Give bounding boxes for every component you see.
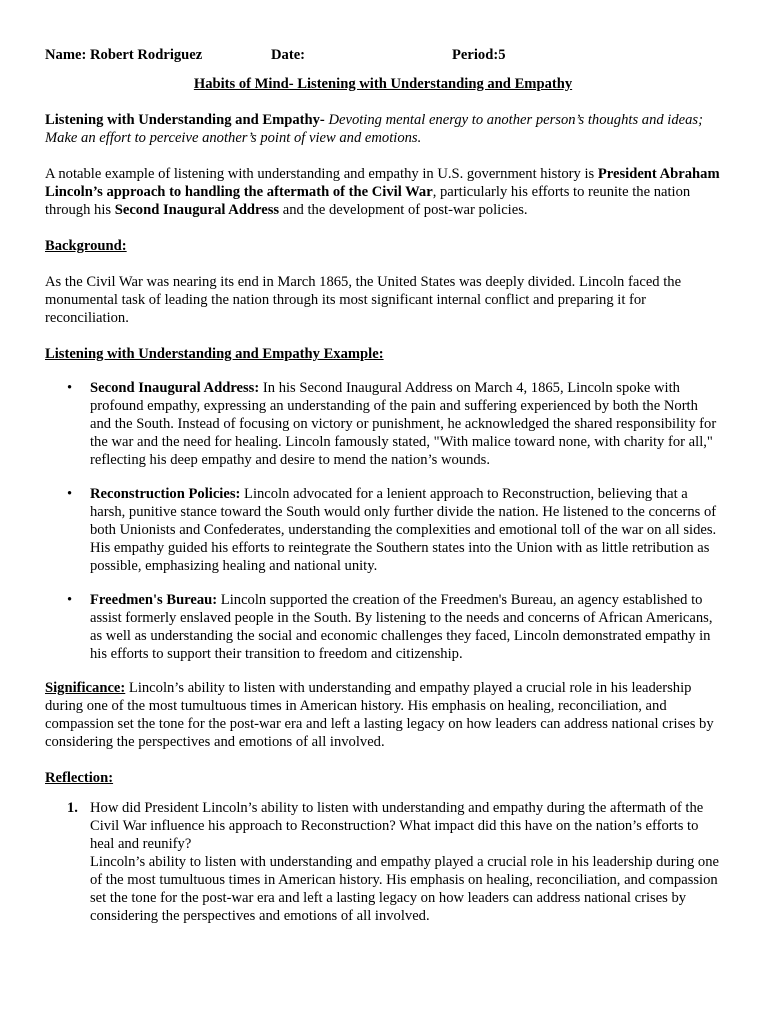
background-heading [45, 237, 721, 255]
document-title: Habits of Mind- Listening with Understanding and Empathy [193, 76, 573, 92]
list-item-text: Lincoln advocated for a lenient approach to Reconstruction, believing that a harsh, punitive stance toward the South would only further divide the nation. He listened to the concerns of both Unionists and Confederates, understanding the complexities and emotional toll of the war on all sides. His empathy guided his efforts to reintegrate the Southern states into the Union with as little retribution as possible, emphasizing healing and national unity. [90, 486, 717, 574]
definition-term: Listening with Understanding and Empathy- [45, 112, 325, 128]
list-item [45, 799, 721, 925]
significance-paragraph [45, 679, 721, 751]
period-field: Period:5 [452, 47, 506, 63]
intro-bold-2: Second Inaugural Address [114, 202, 280, 218]
date-field: Date: [271, 47, 306, 63]
intro-text-1: A notable example of listening with understanding and empathy in U.S. government history is [45, 166, 598, 182]
list-item-label: Freedmen's Bureau: [90, 592, 218, 608]
example-heading [45, 345, 721, 363]
reflection-question: How did President Lincoln’s ability to listen with understanding and empathy during the aftermath of the Civil War influence his approach to Reconstruction? What impact did this have on the nation’s efforts to heal and reunify? [90, 800, 704, 852]
student-name: Name: Robert Rodriguez [45, 47, 203, 63]
intro-text-2: , particularly his efforts to reunite the nation through his [45, 184, 691, 218]
document-page [45, 46, 721, 925]
list-item-text: Lincoln supported the creation of the Freedmen's Bureau, an agency established to assist formerly enslaved people in the South. By listening to the needs and concerns of African Americans, as well as understanding the social and economic challenges they faced, Lincoln demonstrated empathy in his efforts to support their transition to freedom and citizenship. [90, 592, 713, 662]
intro-paragraph [45, 165, 721, 219]
example-list [45, 379, 721, 663]
list-item-label: Second Inaugural Address: [90, 380, 260, 396]
reflection-answer: Lincoln’s ability to listen with understanding and empathy played a crucial role in his leadership during one of the most tumultuous times in American history. His emphasis on healing, reconciliation, and compassion set the tone for the post-war era and left a lasting legacy on how leaders can address national crises by considering the perspectives and emotions of all involved. [90, 854, 719, 924]
background-heading-text: Background: [45, 238, 127, 254]
significance-text: Lincoln’s ability to listen with understanding and empathy played a crucial role in his leadership during one of the most tumultuous times in American history. His emphasis on healing, reconciliation, and compassion set the tone for the post-war era and left a lasting legacy on how leaders can address national crises by considering the perspectives and emotions of all involved. [45, 680, 714, 750]
list-item [45, 379, 721, 469]
header-line [45, 46, 721, 66]
list-item [45, 485, 721, 575]
list-item [45, 591, 721, 663]
intro-text-3: and the development of post-war policies. [279, 202, 528, 218]
reflection-heading-text: Reflection: [45, 770, 114, 786]
definition-paragraph [45, 111, 721, 147]
list-item-label: Reconstruction Policies: [90, 486, 241, 502]
example-heading-text: Listening with Understanding and Empathy Example: [45, 346, 384, 362]
background-paragraph: As the Civil War was nearing its end in March 1865, the United States was deeply divided. Lincoln faced the monumental task of leading the nation through its most significant internal conflict and preparing it for reconciliation. [45, 274, 682, 326]
reflection-heading [45, 769, 721, 787]
significance-heading: Significance: [45, 680, 126, 696]
list-item-text: In his Second Inaugural Address on March 4, 1865, Lincoln spoke with profound empathy, expressing an understanding of the pain and suffering experienced by both the North and the South. Instead of focusing on victory or punishment, he acknowledged the shared responsibility for the war and the need for healing. Lincoln famously stated, "With malice toward none, with charity for all," reflecting his deep empathy and desire to mend the nation’s wounds. [90, 380, 717, 468]
intro-bold-1: President Abraham Lincoln’s approach to handling the aftermath of the Civil War [45, 166, 720, 200]
definition-text: Devoting mental energy to another person’s thoughts and ideas; Make an effort to perceive another’s point of view and emotions. [45, 112, 703, 146]
reflection-list [45, 799, 721, 925]
question-number: 1. [67, 800, 78, 816]
